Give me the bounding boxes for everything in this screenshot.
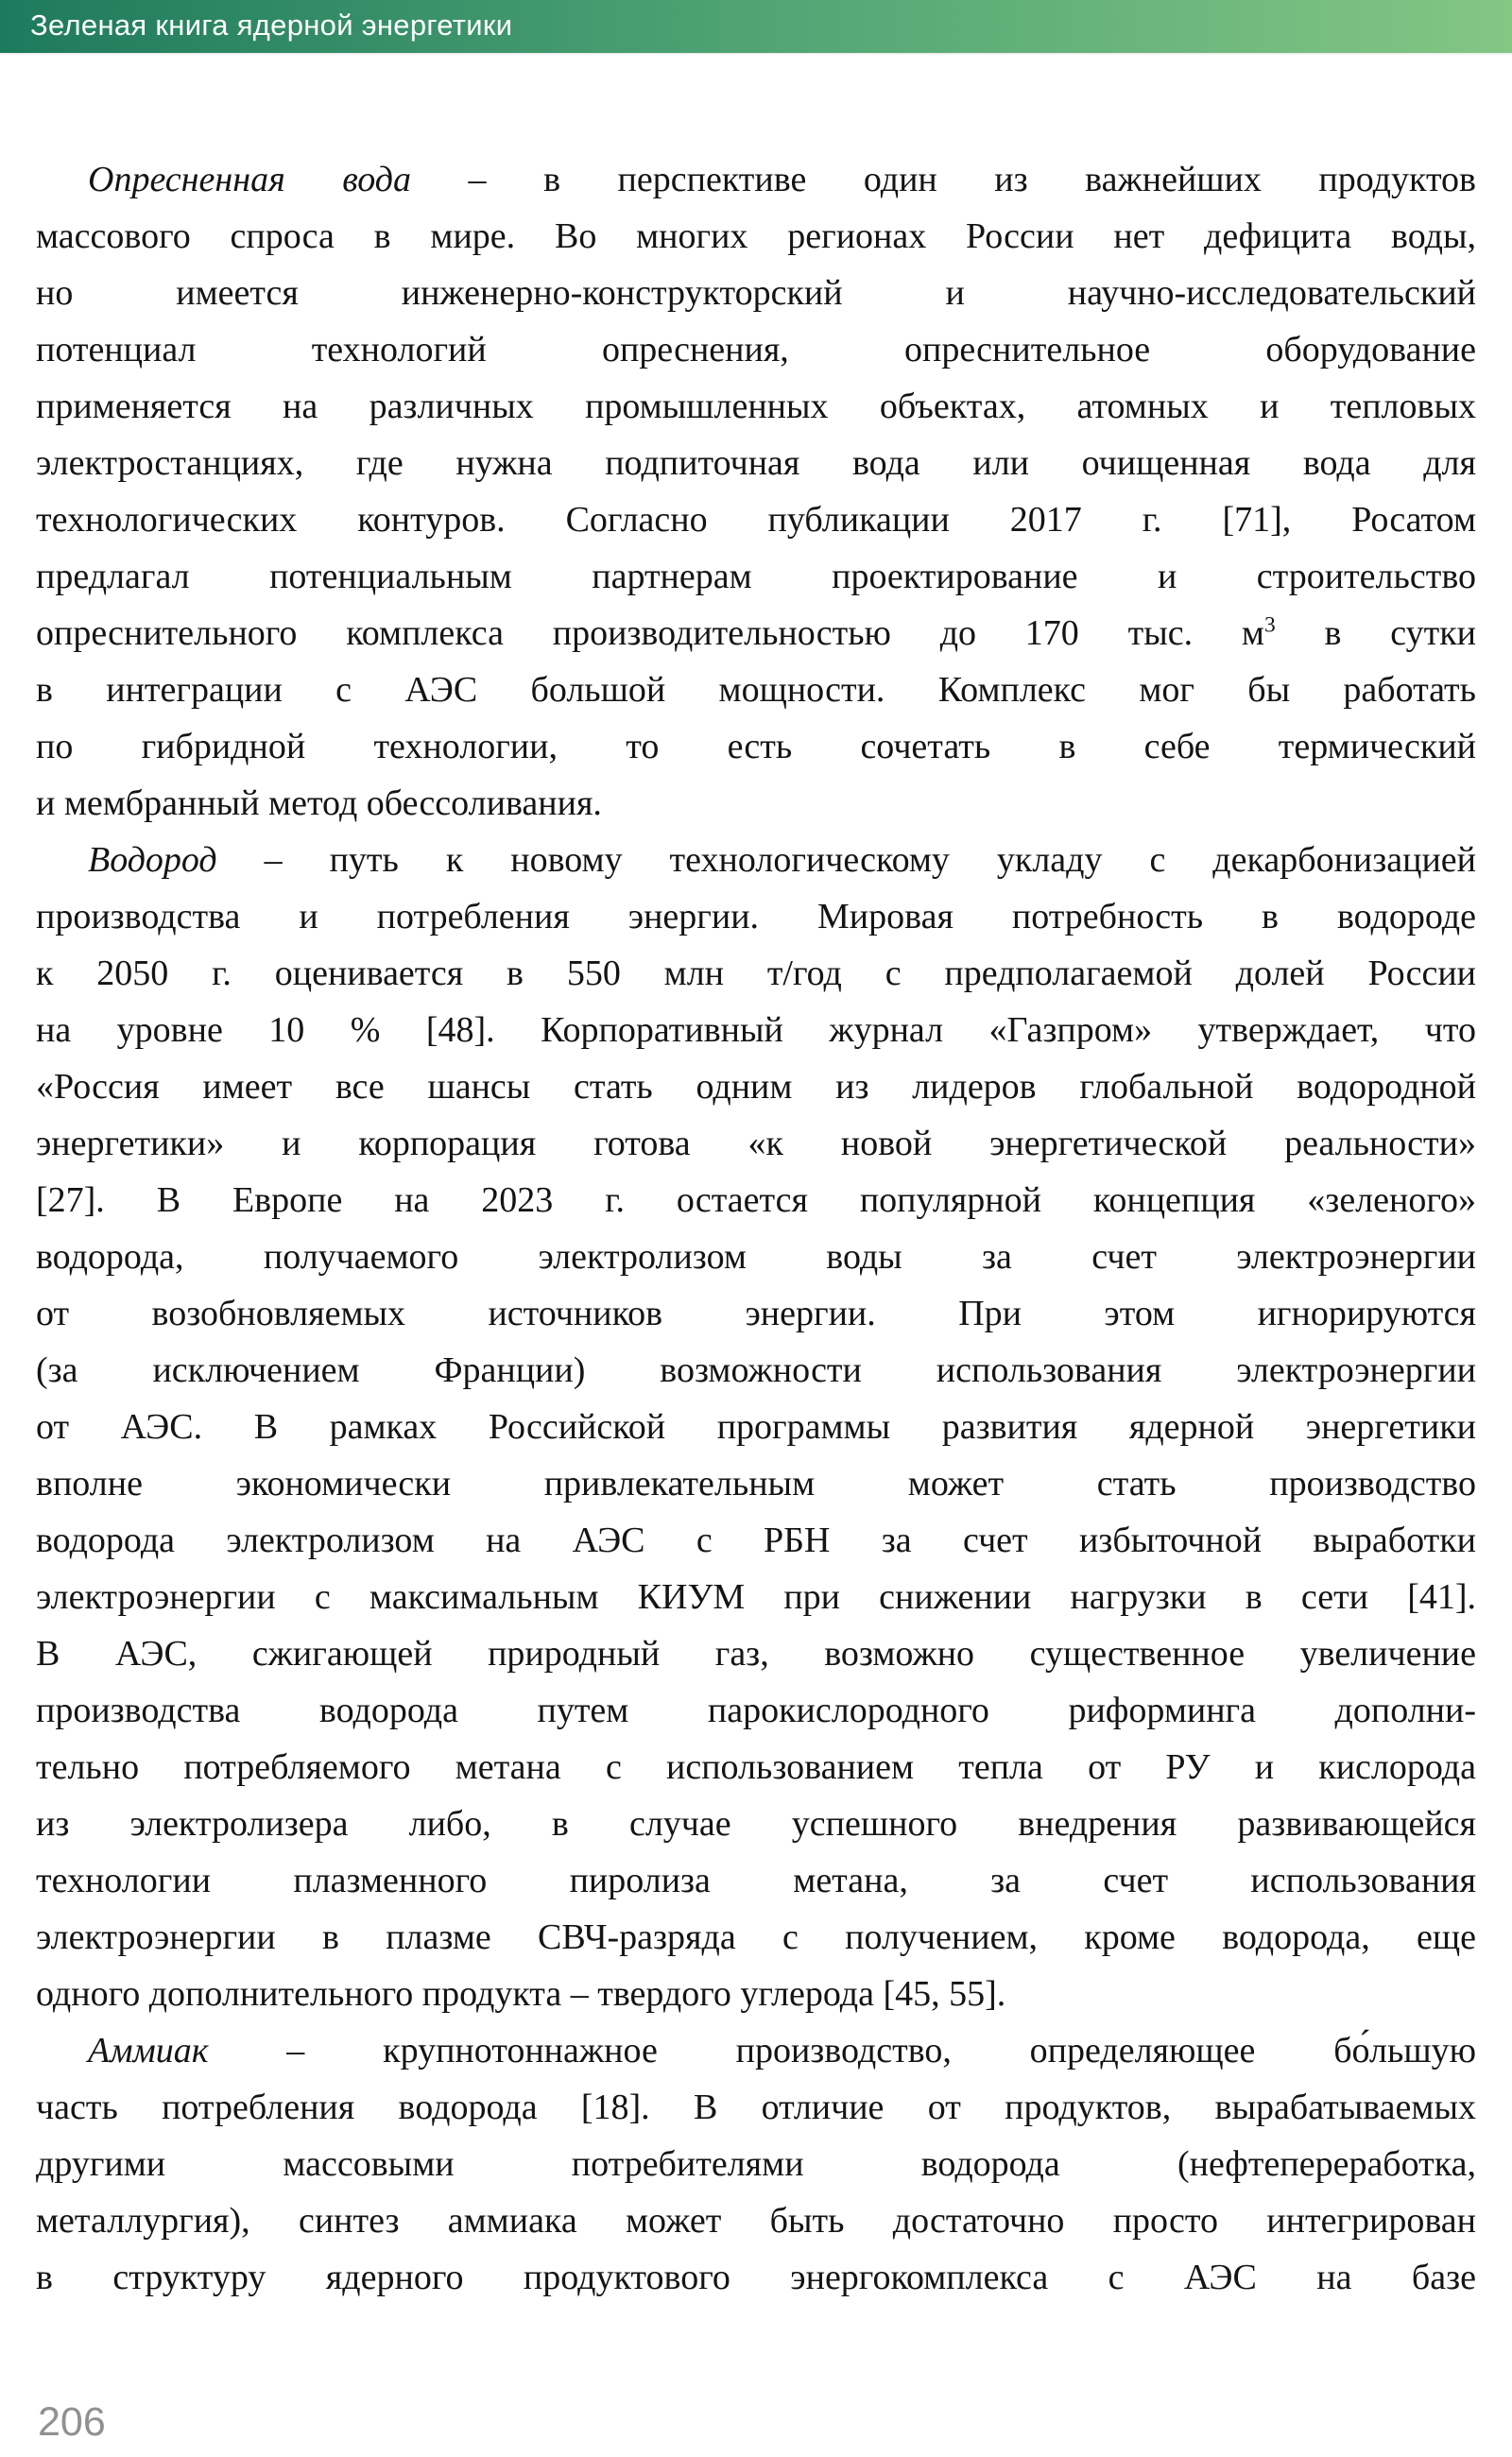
text-run: технологических контуров. Согласно публикации 2017 г. [71], Росатом xyxy=(36,500,1476,540)
text-line xyxy=(36,1796,1476,1852)
text-line xyxy=(36,832,1476,888)
text-line xyxy=(36,1739,1476,1796)
text-run: [27]. В Европе на 2023 г. остается популярной концепция «зеленого» xyxy=(36,1180,1476,1220)
text-line xyxy=(36,491,1476,548)
text-run: в интеграции с АЭС большой мощности. Комплекс мог бы работать xyxy=(36,670,1476,710)
text-run: производства и потребления энергии. Мировая потребность в водороде xyxy=(36,897,1476,936)
text-line xyxy=(36,888,1476,945)
text-run: вполне экономически привлекательным может стать производство xyxy=(36,1464,1476,1503)
text-line xyxy=(36,435,1476,491)
text-run: В АЭС, сжигающей природный газ, возможно существенное увеличение xyxy=(36,1634,1476,1674)
text-line xyxy=(36,548,1476,605)
text-line xyxy=(36,1058,1476,1115)
text-run: электростанциях, где нужна подпиточная вода или очищенная вода для xyxy=(36,443,1476,483)
text-run: электроэнергии с максимальным КИУМ при снижении нагрузки в сети [41]. xyxy=(36,1577,1476,1617)
text-line xyxy=(36,378,1476,435)
lead-term: Аммиак xyxy=(88,2031,209,2070)
text-run: массового спроса в мире. Во многих регионах России нет дефицита воды, xyxy=(36,216,1476,256)
text-run: от возобновляемых источников энергии. При этом игнорируются xyxy=(36,1294,1476,1333)
text-line xyxy=(36,321,1476,378)
page-header-title: Зеленая книга ядерной энергетики xyxy=(30,9,513,42)
text-run: но имеется инженерно-конструкторский и научно-исследовательский xyxy=(36,273,1476,313)
text-line xyxy=(36,2022,1476,2079)
text-run: из электролизера либо, в случае успешного внедрения развивающейся xyxy=(36,1804,1476,1844)
text-line xyxy=(36,2079,1476,2136)
text-run: потенциал технологий опреснения, опреснительное оборудование xyxy=(36,330,1476,369)
text-run: производства водорода путем парокислородного риформинга дополни- xyxy=(36,1691,1476,1730)
text-run: тельно потребляемого метана с использованием тепла от РУ и кислорода xyxy=(36,1747,1476,1787)
text-run: – путь к новому технологическому укладу с декарбонизацией xyxy=(216,840,1476,880)
text-run: опреснительного комплекса производительностью до 170 тыс. м xyxy=(36,613,1264,653)
text-run: технологии плазменного пиролиза метана, за счет использования xyxy=(36,1861,1476,1900)
text-run: часть потребления водорода [18]. В отличие от продуктов, вырабатываемых xyxy=(36,2088,1476,2127)
text-run: другими массовыми потребителями водорода (нефтепереработка, xyxy=(36,2144,1476,2184)
text-line xyxy=(36,2249,1476,2306)
text-line xyxy=(36,1966,1476,2022)
text-run: водорода, получаемого электролизом воды за счет электроэнергии xyxy=(36,1237,1476,1277)
text-run: предлагал потенциальным партнерам проектирование и строительство xyxy=(36,557,1476,596)
text-line xyxy=(36,718,1476,775)
text-line xyxy=(36,1455,1476,1512)
text-run: металлургия), синтез аммиака может быть достаточно просто интегрирован xyxy=(36,2201,1476,2241)
text-line xyxy=(36,2192,1476,2249)
text-line xyxy=(36,1285,1476,1342)
text-run: – в перспективе один из важнейших продуктов xyxy=(411,160,1476,199)
text-line xyxy=(36,1852,1476,1909)
text-line xyxy=(36,2136,1476,2192)
body-text xyxy=(36,151,1476,2306)
header-bar xyxy=(0,0,1512,53)
text-line xyxy=(36,265,1476,321)
text-run: к 2050 г. оценивается в 550 млн т/год с предполагаемой долей России xyxy=(36,954,1476,993)
text-line xyxy=(36,1625,1476,1682)
text-line xyxy=(36,1909,1476,1966)
text-line xyxy=(36,1342,1476,1399)
text-run: водорода электролизом на АЭС с РБН за счет избыточной выработки xyxy=(36,1521,1476,1560)
lead-term: Водород xyxy=(88,840,217,880)
text-run: электроэнергии в плазме СВЧ-разряда с получением, кроме водорода, еще xyxy=(36,1917,1476,1957)
text-line xyxy=(36,1228,1476,1285)
text-run: энергетики» и корпорация готова «к новой энергетической реальности» xyxy=(36,1124,1476,1163)
text-run: применяется на различных промышленных объектах, атомных и тепловых xyxy=(36,387,1476,426)
text-run: по гибридной технологии, то есть сочетать в себе термический xyxy=(36,727,1476,766)
page-number: 206 xyxy=(38,2399,106,2445)
text-line xyxy=(36,1172,1476,1228)
text-line xyxy=(36,1002,1476,1058)
text-line xyxy=(36,605,1476,662)
text-run: одного дополнительного продукта – твердого углерода [45, 55]. xyxy=(36,1974,1006,2014)
text-run: и мембранный метод обессоливания. xyxy=(36,783,602,823)
text-run: (за исключением Франции) возможности использования электроэнергии xyxy=(36,1350,1476,1390)
text-line xyxy=(36,945,1476,1002)
text-run: – крупнотоннажное производство, определяющее бо́льшую xyxy=(208,2031,1476,2070)
text-line xyxy=(36,1512,1476,1569)
text-line xyxy=(36,1399,1476,1455)
text-line xyxy=(36,151,1476,208)
text-run: на уровне 10 % [48]. Корпоративный журнал «Газпром» утверждает, что xyxy=(36,1010,1476,1050)
text-line xyxy=(36,662,1476,718)
text-line xyxy=(36,1569,1476,1625)
text-line xyxy=(36,208,1476,265)
text-run: от АЭС. В рамках Российской программы развития ядерной энергетики xyxy=(36,1407,1476,1447)
text-run: в структуру ядерного продуктового энергокомплекса с АЭС на базе xyxy=(36,2258,1476,2297)
text-line xyxy=(36,775,1476,832)
text-run: «Россия имеет все шансы стать одним из лидеров глобальной водородной xyxy=(36,1067,1476,1107)
lead-term: Опресненная вода xyxy=(88,160,412,199)
text-line xyxy=(36,1682,1476,1739)
text-run: в сутки xyxy=(1275,613,1476,653)
superscript: 3 xyxy=(1263,612,1276,638)
text-line xyxy=(36,1115,1476,1172)
